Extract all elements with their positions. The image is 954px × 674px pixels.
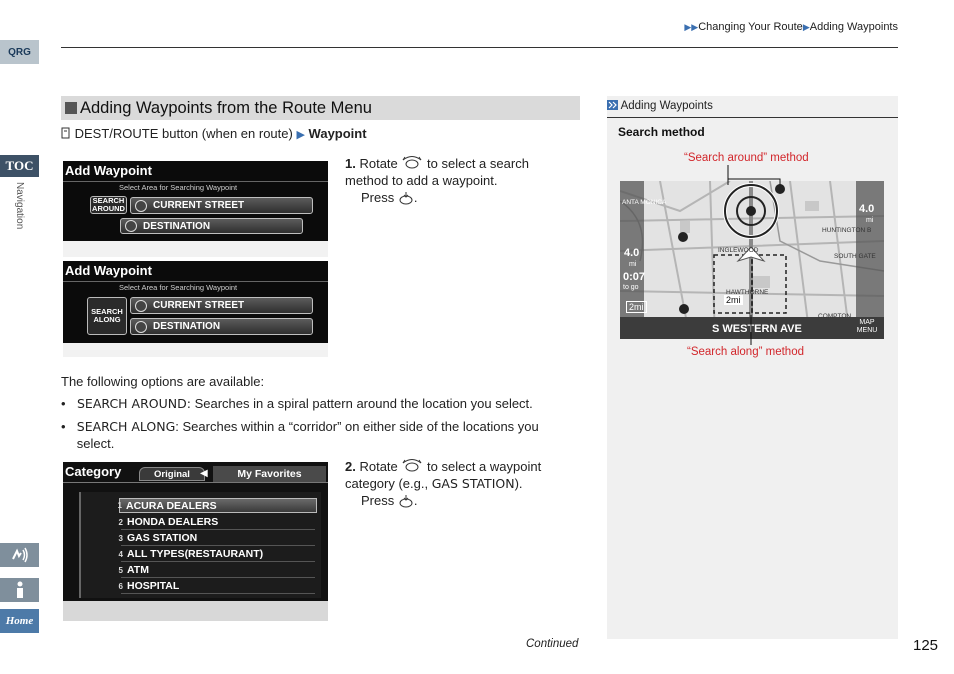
search-along-label: SEARCH ALONG [87,297,127,335]
bullet-text: : Searches within a “corridor” on either side of the locations you select. [76,419,539,451]
bullet-search-along [61,418,573,452]
category-screen [63,462,328,621]
bullet-term: SEARCH AROUND: [77,396,191,411]
continued-label: Continued [526,638,579,650]
destination-button[interactable] [120,218,303,234]
step-2-press: Press [361,493,395,508]
current-street-button[interactable] [130,297,313,314]
menu-path-icon [61,127,71,139]
current-street-label: CURRENT STREET [153,200,245,211]
map-distance: 4.0 [624,247,640,259]
home-tab[interactable] [0,609,39,633]
screen-title: Add Waypoint [65,163,152,178]
bullet-term: SEARCH ALONG [76,419,176,434]
row-label: ALL TYPES(RESTAURANT) [127,548,264,560]
row-number: 2 [118,517,123,527]
map-scale-button[interactable]: 2mi [626,301,647,313]
bullet-search-around [61,395,573,412]
screen-divider [63,482,328,483]
category-row[interactable] [118,547,315,562]
category-list [79,492,321,598]
add-waypoint-screen-along [63,261,328,357]
current-street-label: CURRENT STREET [153,300,245,311]
breadcrumb-arrow-icon: ▶ [802,22,810,32]
header-divider [61,47,898,48]
menu-path-prefix: DEST/ROUTE button (when en route) [74,126,293,141]
add-waypoint-screen-around [63,161,328,257]
row-label: HONDA DEALERS [127,516,219,528]
path-arrow-icon: ▶ [296,129,305,141]
step-2: 2. Rotate to select a waypoint category (e.g., GAS STATION). Press . [345,459,542,508]
radio-icon [135,300,147,312]
tab-original-label: Original [154,468,190,480]
section-header [61,96,580,120]
step-2-rotate: Rotate [359,459,398,474]
row-number: 4 [118,549,123,559]
category-row-selected[interactable] [119,498,317,513]
screen-divider [63,281,328,282]
interface-dial-rotate-icon [401,458,423,474]
current-street-button[interactable] [130,197,313,214]
row-number: 6 [118,581,123,591]
toc-label: TOC [5,158,34,173]
voice-icon [10,547,30,563]
caption-leader-lines [700,165,790,355]
step-1: 1. Rotate to select a search method to add a waypoint. Press . [345,156,529,205]
voice-command-tab[interactable] [0,543,39,567]
tab-my-favorites-label: My Favorites [237,468,302,480]
step-2-example: GAS STATION [431,476,515,491]
category-row[interactable] [118,515,315,530]
map-place-label: HUNTINGTON B [822,227,872,234]
home-label: Home [5,615,34,627]
row-number: 3 [118,533,123,543]
screen-bezel-bottom [63,601,328,621]
map-to-go: to go [623,284,639,291]
step-1-press: Press [361,190,395,205]
qrg-tab[interactable] [0,40,39,64]
search-along-caption: “Search along” method [687,346,804,358]
map-distance-unit: mi [629,261,637,268]
map-place-label: INGLEWOOD [718,247,759,254]
breadcrumb-arrow-icon: ▶▶ [684,22,699,32]
destination-label: DESTINATION [143,220,211,232]
map-time: 0:07 [623,271,646,283]
options-intro: The following options are available: [61,374,265,389]
map-street-name: S WESTERN AVE [712,323,802,335]
row-label: ACURA DEALERS [126,499,217,512]
map-menu-button[interactable]: MAP MENU [856,319,878,334]
category-row[interactable] [118,563,315,578]
map-place-label: COMPTON [818,313,852,320]
section-label-vertical: Navigation [14,182,25,230]
step-2-text-1: to select a waypoint category (e.g., [345,459,542,491]
search-around-label: SEARCH AROUND [90,196,127,214]
map-distance-right-unit: mi [866,217,874,224]
bullet-dot-icon: • [61,419,66,434]
bullet-list [61,395,573,452]
bullet-text: Searches in a spiral pattern around the location you select. [190,396,533,411]
interface-dial-press-icon [398,191,414,205]
info-icon [13,581,27,599]
interface-dial-press-icon [398,494,414,508]
sidebar-note-title [607,100,713,112]
screen-title: Category [65,464,122,479]
search-around-caption: “Search around” method [684,152,809,164]
qrg-label: QRG [8,46,31,58]
row-number: 5 [118,565,123,575]
breadcrumb-item-2[interactable]: Adding Waypoints [809,21,898,33]
screen-bezel-curve [63,343,328,357]
tab-my-favorites[interactable] [213,466,326,482]
row-label: HOSPITAL [127,580,180,592]
category-row[interactable] [118,531,315,546]
tab-arrow-icon: ◀ [200,468,208,479]
screen-subtitle: Select Area for Searching Waypoint [119,183,238,192]
row-label: GAS STATION [127,532,198,544]
menu-path-target: Waypoint [308,126,367,141]
section-title: Adding Waypoints from the Route Menu [80,98,372,117]
radio-icon [135,200,147,212]
step-1-text: to select a search method to add a waypoint. [345,156,529,188]
map-place-label: ANTA MONICA [622,199,667,206]
interface-dial-rotate-icon [401,155,423,171]
sidebar-heading: Search method [618,125,705,139]
map-scale-label: 2mi [726,295,741,305]
category-row[interactable] [118,579,315,594]
tab-original[interactable] [139,467,205,481]
row-label: ATM [127,564,149,576]
map-place-label: SOUTH GATE [834,253,876,260]
breadcrumb-item-1[interactable]: Changing Your Route [698,21,803,33]
destination-label: DESTINATION [153,321,221,332]
row-number: 1 [117,501,122,510]
sidebar-divider [607,117,898,118]
note-arrow-icon [607,100,618,110]
step-1-number: 1. [345,156,356,171]
breadcrumb [684,21,898,33]
section-square-icon [65,102,77,114]
page-number: 125 [913,637,939,654]
step-2-text-2: ). [514,476,523,491]
toc-tab[interactable] [0,155,39,177]
screen-bezel-curve [63,241,328,257]
map-distance-right: 4.0 [859,203,875,215]
step-2-number: 2. [345,459,356,474]
step-1-rotate: Rotate [359,156,398,171]
sidebar-note-label: Adding Waypoints [620,100,713,112]
screen-subtitle: Select Area for Searching Waypoint [119,283,238,292]
menu-path [61,126,367,141]
screen-title: Add Waypoint [65,263,152,278]
destination-button[interactable] [130,318,313,335]
radio-icon [125,220,137,232]
bullet-dot-icon: • [61,396,66,411]
screen-divider [63,181,328,182]
map-place-label: HAWTHORNE [726,289,769,296]
radio-icon [135,321,147,333]
info-tab[interactable] [0,578,39,602]
